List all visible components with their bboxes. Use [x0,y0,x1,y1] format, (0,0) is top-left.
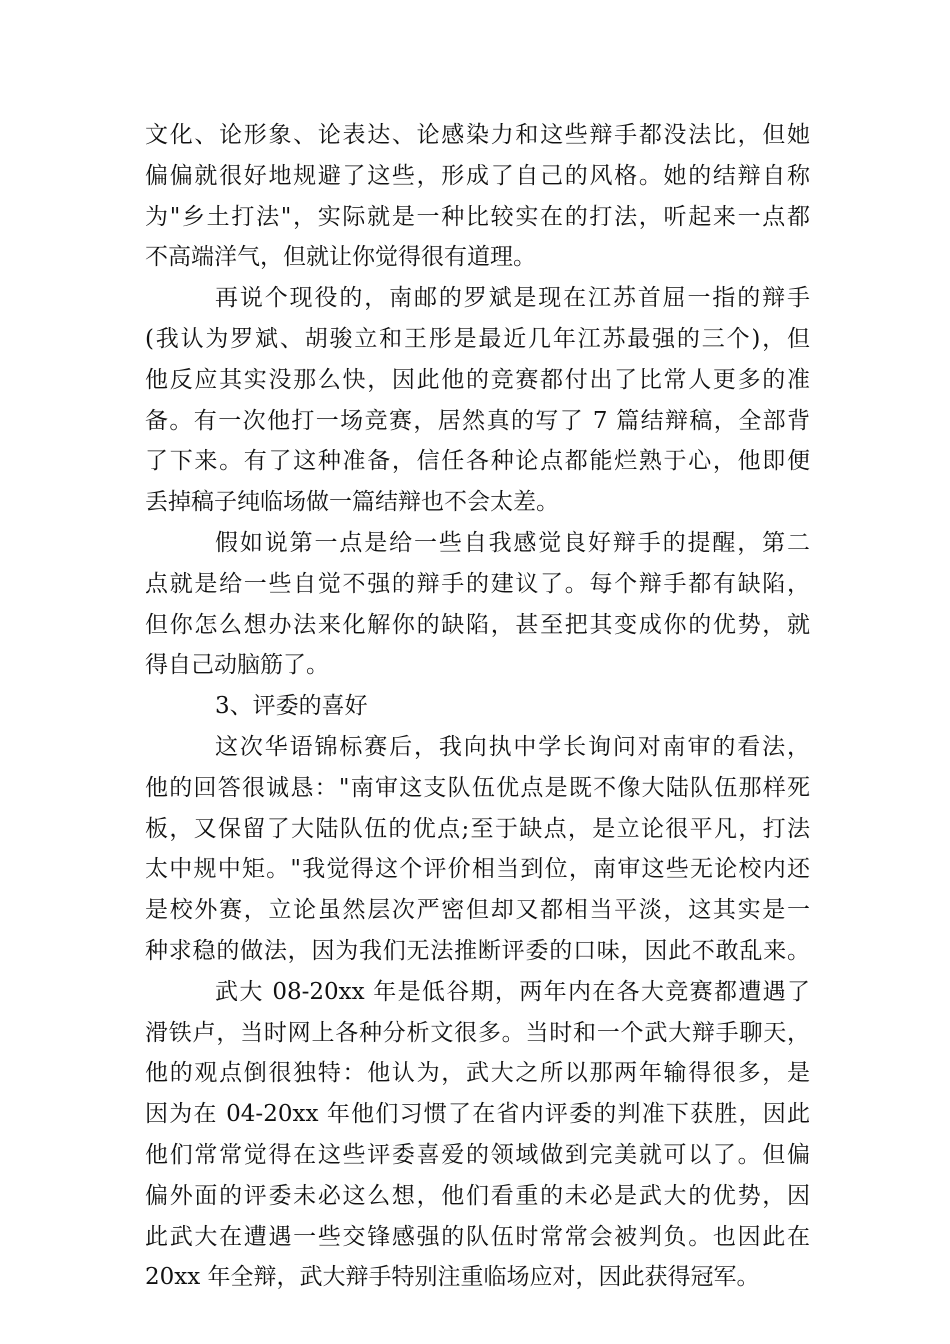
text-line: 因为在 04-20xx 年他们习惯了在省内评委的判准下获胜，因此 [145,1101,810,1128]
text-line: 备。有一次他打一场竞赛，居然真的写了 7 篇结辩稿，全部背 [145,407,810,434]
text-line: 这次华语锦标赛后，我向执中学长询问对南审的看法， [215,733,810,760]
text-line: 再说个现役的，南邮的罗斌是现在江苏首屈一指的辩手 [215,285,810,312]
text-line: 板，又保留了大陆队伍的优点;至于缺点，是立论很平凡，打法 [145,815,810,842]
text-line: 太中规中矩。"我觉得这个评价相当到位，南审这些无论校内还 [145,856,810,883]
text-line: 3、评委的喜好 [215,693,368,720]
text-line: 滑铁卢，当时网上各种分析文很多。当时和一个武大辩手聊天， [145,1019,810,1046]
text-line: 偏偏就很好地规避了这些，形成了自己的风格。她的结辩自称 [145,162,810,189]
text-line: 偏外面的评委未必这么想，他们看重的未必是武大的优势，因 [145,1182,810,1209]
text-line: 文化、论形象、论表达、论感染力和这些辩手都没法比，但她 [145,122,810,148]
text-line: 但你怎么想办法来化解你的缺陷，甚至把其变成你的优势，就 [145,611,810,638]
text-line: 种求稳的做法，因为我们无法推断评委的口味，因此不敢乱来。 [145,937,810,964]
text-line: 点就是给一些自觉不强的辩手的建议了。每个辩手都有缺陷， [145,570,810,597]
text-line: 此武大在遭遇一些交锋感强的队伍时常常会被判负。也因此在 [145,1223,810,1250]
text-line: 他们常常觉得在这些评委喜爱的领域做到完美就可以了。但偏 [145,1141,810,1168]
text-line: 他反应其实没那么快，因此他的竞赛都付出了比常人更多的准 [145,366,810,393]
text-line: (我认为罗斌、胡骏立和王彤是最近几年江苏最强的三个)，但 [145,325,810,352]
text-line: 他的观点倒很独特：他认为，武大之所以那两年输得很多，是 [145,1060,810,1087]
text-line: 20xx 年全辩，武大辩手特别注重临场应对，因此获得冠军。 [145,1264,760,1291]
text-line: 为"乡土打法"，实际就是一种比较实在的打法，听起来一点都 [145,203,810,230]
text-line: 了下来。有了这种准备，信任各种论点都能烂熟于心，他即便 [145,448,810,475]
text-line: 假如说第一点是给一些自我感觉良好辩手的提醒，第二 [215,529,810,556]
text-line: 丢掉稿子纯临场做一篇结辩也不会太差。 [145,489,559,516]
text-line: 不高端洋气，但就让你觉得很有道理。 [145,244,536,271]
text-line: 是校外赛，立论虽然层次严密但却又都相当平淡，这其实是一 [145,897,810,924]
document-body-text [145,115,810,1298]
text-line: 武大 08-20xx 年是低谷期，两年内在各大竞赛都遭遇了 [215,978,810,1005]
text-line: 得自己动脑筋了。 [145,652,329,679]
text-line: 他的回答很诚恳："南审这支队伍优点是既不像大陆队伍那样死 [145,774,810,801]
